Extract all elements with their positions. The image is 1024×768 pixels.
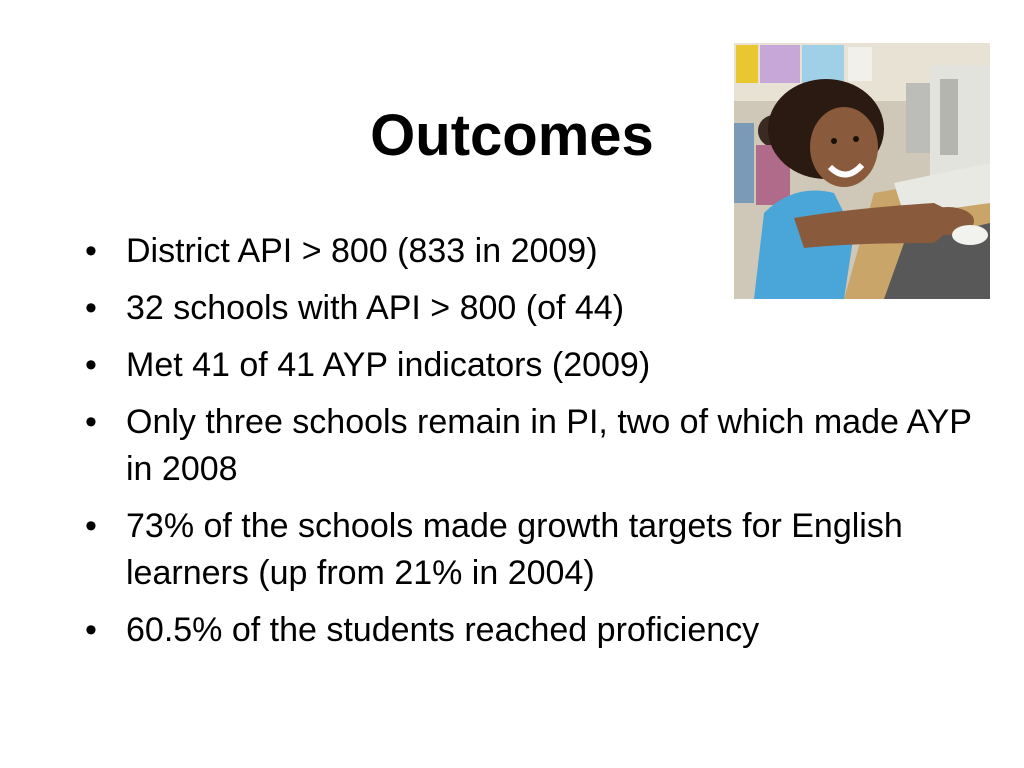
- list-item: [85, 399, 985, 493]
- bullet-list: [85, 228, 985, 664]
- bullet-text: Met 41 of 41 AYP indicators (2009): [126, 346, 651, 384]
- list-item: [85, 228, 985, 275]
- slide-title: Outcomes: [370, 103, 654, 168]
- list-item: [85, 342, 985, 389]
- bullet-text: 32 schools with API > 800 (of 44): [126, 289, 625, 327]
- bullet-text: 60.5% of the students reached proficiency: [126, 611, 760, 649]
- bullet-marker: •: [85, 232, 97, 270]
- list-item: [85, 503, 985, 597]
- list-item: [85, 285, 985, 332]
- bullet-text: Only three schools remain in PI, two of which made AYP in 2008: [126, 403, 972, 488]
- bullet-marker: •: [85, 507, 97, 545]
- bullet-marker: •: [85, 346, 97, 384]
- bullet-marker: •: [85, 403, 97, 441]
- bullet-marker: •: [85, 289, 97, 327]
- bullet-text: 73% of the schools made growth targets for English learners (up from 21% in 2004): [126, 507, 903, 592]
- bullet-marker: •: [85, 611, 97, 649]
- list-item: [85, 607, 985, 654]
- bullet-text: District API > 800 (833 in 2009): [126, 232, 598, 270]
